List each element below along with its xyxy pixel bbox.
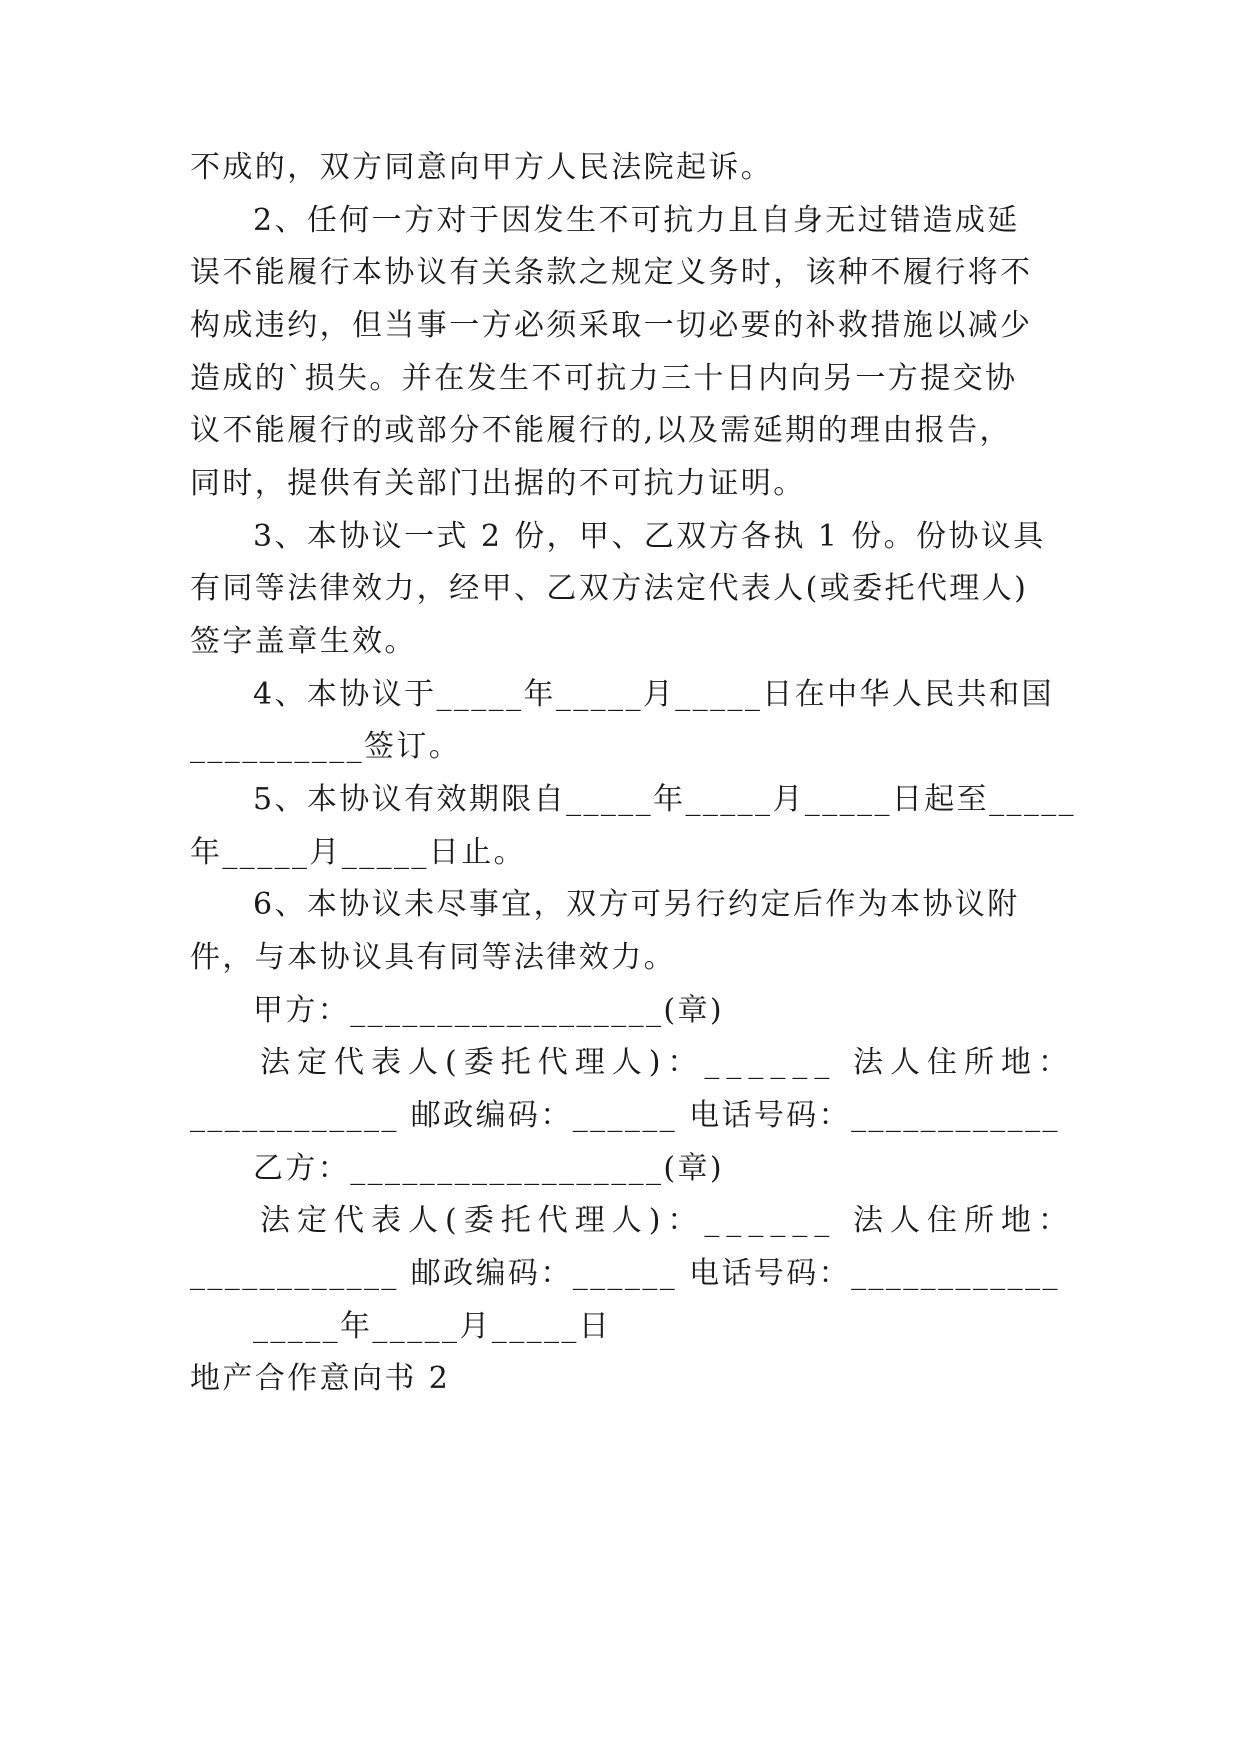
paragraph-line: 造成的`损失。并在发生不可抗力三十日内向另一方提交协 [190,361,1018,396]
paragraph-line: 4、本协议于_____年_____月_____日在中华人民共和国 [253,677,1054,712]
paragraph-line: 不成的，双方同意向甲方人民法院起诉。 [190,150,774,185]
paragraph-line: 6、本协议未尽事宜，双方可另行约定后作为本协议附 [253,887,1020,922]
paragraph-line: 年_____月_____日止。 [190,835,526,870]
paragraph-line: 5、本协议有效期限自_____年_____月_____日起至_____ [253,782,1077,817]
paragraph-line: 议不能履行的或部分不能履行的,以及需延期的理由报告， [190,413,1012,448]
paragraph-line: __________签订。 [190,729,462,764]
paragraph-line: 件，与本协议具有同等法律效力。 [190,940,676,975]
party-a-representative-line: 法定代表人(委托代理人)：______ 法人住所地： [260,1045,1075,1080]
party-b-line: 乙方：__________________(章) [253,1151,725,1186]
signing-date-line: _____年_____月_____日 [253,1309,612,1344]
party-b-contact-line: ____________ 邮政编码：______ 电话号码：____________ [190,1256,1060,1291]
party-a-contact-line: ____________ 邮政编码：______ 电话号码：____________ [190,1098,1060,1133]
paragraph-line: 误不能履行本协议有关条款之规定义务时，该种不履行将不 [190,255,1033,290]
paragraph-line: 有同等法律效力，经甲、乙双方法定代表人(或委托代理人) [190,571,1029,606]
paragraph-line: 3、本协议一式 2 份，甲、乙双方各执 1 份。份协议具 [253,519,1046,554]
paragraph-line: 2、任何一方对于因发生不可抗力且自身无过错造成延 [253,203,1020,238]
party-b-representative-line: 法定代表人(委托代理人)：______ 法人住所地： [260,1203,1075,1238]
paragraph-line: 构成违约，但当事一方必须采取一切必要的补救措施以减少 [190,308,1033,343]
paragraph-line: 签字盖章生效。 [190,624,417,659]
party-a-line: 甲方：__________________(章) [253,993,725,1028]
section-heading: 地产合作意向书 2 [190,1361,451,1396]
paragraph-line: 同时，提供有关部门出据的不可抗力证明。 [190,466,806,501]
